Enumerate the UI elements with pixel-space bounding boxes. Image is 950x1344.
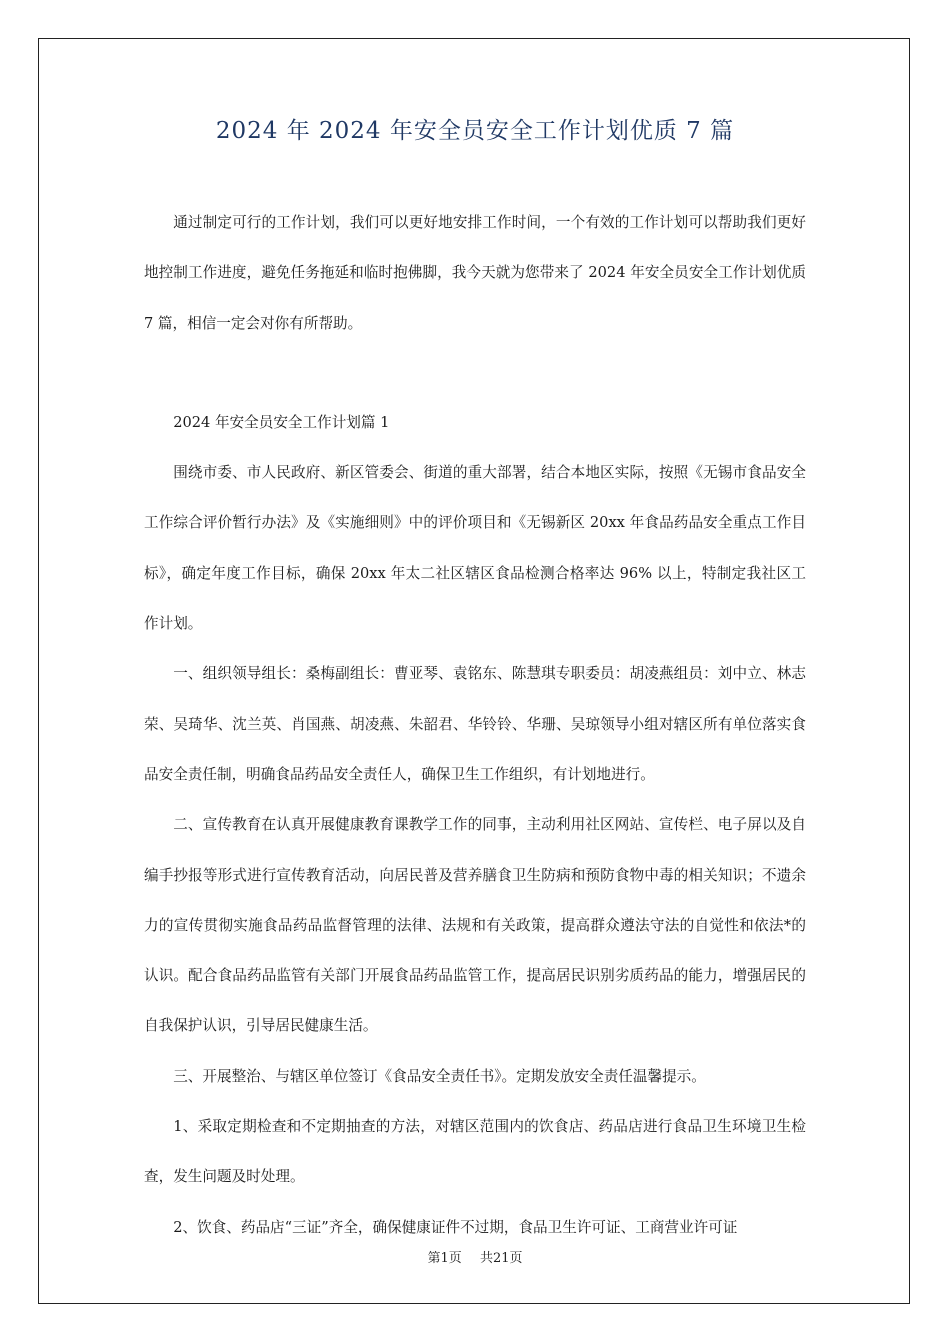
body-paragraph: 二、宣传教育在认真开展健康教育课教学工作的同事，主动利用社区网站、宣传栏、电子屏以及自编手抄报等形式进行宣传教育活动，向居民普及营养膳食卫生防病和预防食物中毒的相关知识；不遗余力的宣传贯彻实施食品药品监督管理的法律、法规和有关政策，提高群众遵法守法的自觉性和依法*的认识。配合食品药品监管有关部门开展食品药品监管工作，提高居民识别劣质药品的能力，增强居民的自我保护认识，引导居民健康生活。 bbox=[144, 816, 806, 1035]
body-paragraph: 2、饮食、药品店“三证”齐全，确保健康证件不过期，食品卫生许可证、工商营业许可证 bbox=[173, 1218, 738, 1236]
page-number: 第1页 bbox=[427, 1251, 462, 1266]
document-title: 2024 年 2024 年安全员安全工作计划优质 7 篇 bbox=[215, 118, 735, 144]
page-total: 共21页 bbox=[479, 1251, 523, 1266]
body-paragraph: 三、开展整治、与辖区单位签订《食品安全责任书》。定期发放安全责任温馨提示。 bbox=[173, 1067, 706, 1085]
body-paragraph: 围绕市委、市人民政府、新区管委会、街道的重大部署，结合本地区实际，按照《无锡市食品安全工作综合评价暂行办法》及《实施细则》中的评价项目和《无锡新区 20xx 年食品药品安全重点工作目标》，确定年度工作目标，确保 20xx 年太二社区辖区食品检测合格率达 96% 以上，特制定我社区工作计划。 bbox=[144, 464, 806, 633]
body-paragraph: 1、采取定期检查和不定期抽查的方法，对辖区范围内的饮食店、药品店进行食品卫生环境卫生检查，发生问题及时处理。 bbox=[144, 1118, 806, 1186]
page-footer bbox=[0, 1247, 950, 1266]
intro-paragraph: 通过制定可行的工作计划，我们可以更好地安排工作时间，一个有效的工作计划可以帮助我们更好地控制工作进度，避免任务拖延和临时抱佛脚，我今天就为您带来了 2024 年安全员安全工作计划优质 7 篇，相信一定会对你有所帮助。 bbox=[144, 214, 806, 332]
section-heading: 2024 年安全员安全工作计划篇 1 bbox=[173, 413, 390, 431]
body-paragraph: 一、组织领导组长：桑梅副组长：曹亚琴、袁铭东、陈慧琪专职委员：胡凌燕组员：刘中立、林志荣、吴琦华、沈兰英、肖国燕、胡凌燕、朱韶君、华铃铃、华珊、吴琼领导小组对辖区所有单位落实食品安全责任制，明确食品药品安全责任人，确保卫生工作组织，有计划地进行。 bbox=[144, 665, 806, 783]
document-body bbox=[144, 198, 806, 1253]
